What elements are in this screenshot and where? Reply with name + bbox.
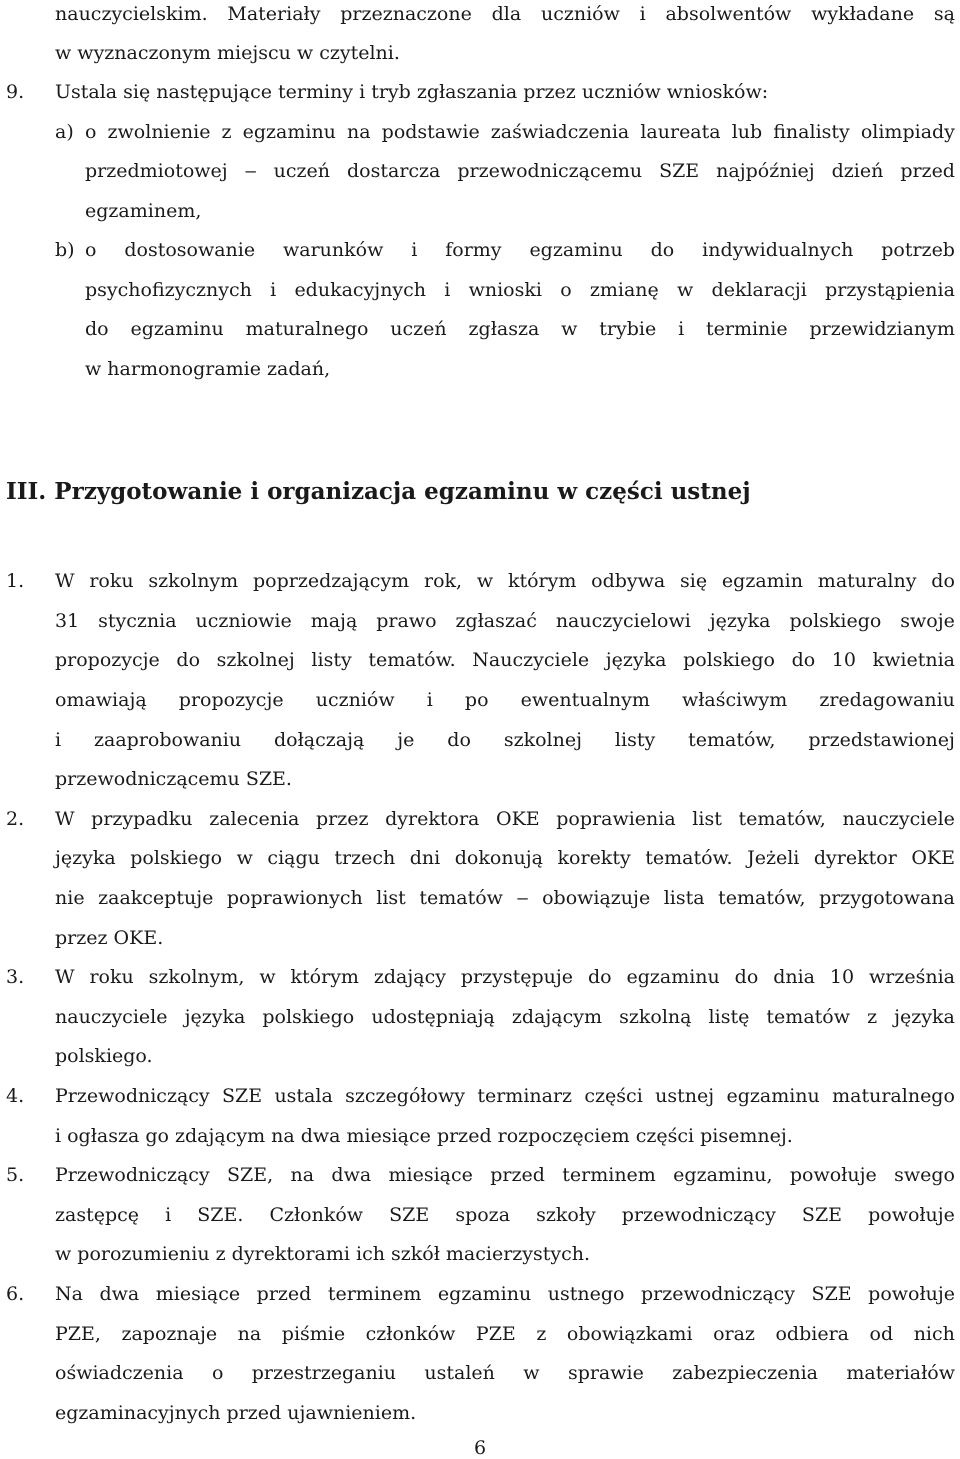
item-line: polskiego. [55, 1045, 153, 1067]
intro-line: w wyznaczonym miejscu w czytelni. [55, 42, 400, 64]
subitem-label: a) [55, 121, 74, 143]
item-number: 5. [6, 1164, 25, 1186]
item-line: egzaminacyjnych przed ujawnieniem. [55, 1402, 417, 1424]
intro-line: nauczycielskim. Materiały przeznaczone dla uczniów i absolwentów wykładane są [55, 3, 955, 25]
item-line: oświadczenia o przestrzeganiu ustaleń w sprawie zabezpieczenia materiałów [55, 1362, 955, 1384]
item-line: Przewodniczący SZE, na dwa miesiące przed terminem egzaminu, powołuje swego [55, 1164, 955, 1186]
item-line: PZE, zapoznaje na piśmie członków PZE z obowiązkami oraz odbiera od nich [55, 1323, 955, 1345]
subitem-line: do egzaminu maturalnego uczeń zgłasza w trybie i terminie przewidzianym [85, 318, 955, 340]
item-line: W roku szkolnym poprzedzającym rok, w którym odbywa się egzamin maturalny do [55, 570, 955, 592]
item-number: 1. [6, 570, 25, 592]
subitem-line: o zwolnienie z egzaminu na podstawie zaświadczenia laureata lub finalisty olimpiady [85, 121, 955, 143]
subitem-line: egzaminem, [85, 200, 202, 222]
item-text: Ustala się następujące terminy i tryb zgłaszania przez uczniów wniosków: [55, 81, 769, 103]
item-line: omawiają propozycje uczniów i po ewentualnym właściwym zredagowaniu [55, 689, 955, 711]
item-number: 4. [6, 1085, 25, 1107]
item-number: 6. [6, 1283, 25, 1305]
subitem-line: przedmiotowej ‒ uczeń dostarcza przewodniczącemu SZE najpóźniej dzień przed [85, 160, 955, 182]
item-number: 9. [6, 81, 25, 103]
section-heading: III. Przygotowanie i organizacja egzaminu w części ustnej [6, 478, 751, 505]
subitem-line: o dostosowanie warunków i formy egzaminu do indywidualnych potrzeb [85, 239, 955, 261]
subitem-label: b) [55, 239, 75, 261]
item-line: Na dwa miesiące przed terminem egzaminu ustnego przewodniczący SZE powołuje [55, 1283, 955, 1305]
subitem-line: w harmonogramie zadań, [85, 358, 331, 380]
page-number: 6 [473, 1437, 487, 1459]
item-line: i zaaprobowaniu dołączają je do szkolnej listy tematów, przedstawionej [55, 729, 955, 751]
item-line: przez OKE. [55, 927, 164, 949]
item-line: zastępcę i SZE. Członków SZE spoza szkoły przewodniczący SZE powołuje [55, 1204, 955, 1226]
item-line: nie zaakceptuje poprawionych list tematów ‒ obowiązuje lista tematów, przygotowana [55, 887, 955, 909]
item-number: 3. [6, 966, 25, 988]
subitem-line: psychofizycznych i edukacyjnych i wnioski o zmianę w deklaracji przystąpienia [85, 279, 955, 301]
item-line: W roku szkolnym, w którym zdający przystępuje do egzaminu do dnia 10 września [55, 966, 955, 988]
item-line: w porozumieniu z dyrektorami ich szkół macierzystych. [55, 1243, 591, 1265]
item-line: propozycje do szkolnej listy tematów. Nauczyciele języka polskiego do 10 kwietnia [55, 649, 955, 671]
item-line: W przypadku zalecenia przez dyrektora OKE poprawienia list tematów, nauczyciele [55, 808, 955, 830]
item-line: Przewodniczący SZE ustala szczegółowy terminarz części ustnej egzaminu maturalnego [55, 1085, 955, 1107]
item-line: i ogłasza go zdającym na dwa miesiące przed rozpoczęciem części pisemnej. [55, 1125, 793, 1147]
item-line: 31 stycznia uczniowie mają prawo zgłaszać nauczycielowi języka polskiego swoje [55, 610, 955, 632]
item-number: 2. [6, 808, 25, 830]
item-line: nauczyciele języka polskiego udostępniają zdającym szkolną listę tematów z języka [55, 1006, 955, 1028]
item-line: języka polskiego w ciągu trzech dni dokonują korekty tematów. Jeżeli dyrektor OKE [55, 847, 955, 869]
item-line: przewodniczącemu SZE. [55, 768, 292, 790]
